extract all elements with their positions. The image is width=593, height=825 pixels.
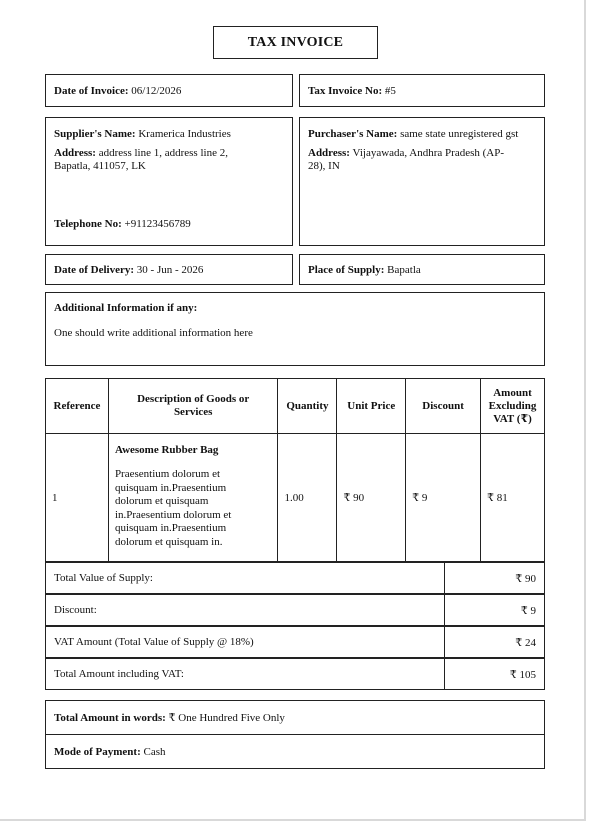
invoice-number-label: Tax Invoice No: [308, 84, 383, 97]
invoice-title: TAX INVOICE [213, 26, 378, 59]
purchaser-name-label: Purchaser's Name: [308, 128, 398, 140]
header-amount: Amount Excluding VAT (₹) [481, 379, 545, 434]
discount-value: ₹ 9 [444, 595, 544, 625]
row-amount: ₹ 81 [481, 434, 545, 562]
additional-info-text: One should write additional information here [54, 327, 253, 339]
additional-info-label: Additional Information if any: [54, 302, 198, 314]
grand-total-row [45, 658, 545, 690]
vat-label: VAT Amount (Total Value of Supply @ 18%) [54, 636, 254, 648]
supplier-address-label: Address: [54, 147, 96, 159]
header-reference: Reference [46, 379, 109, 434]
delivery-date-cell [45, 254, 293, 285]
amount-in-words-value: ₹ One Hundred Five Only [168, 712, 285, 724]
items-table [45, 378, 545, 562]
invoice-date-cell [45, 74, 293, 107]
total-supply-value: ₹ 90 [444, 563, 544, 593]
supplier-name-label: Supplier's Name: [54, 128, 136, 140]
purchaser-address-label: Address: [308, 147, 350, 159]
discount-row [45, 594, 545, 626]
amount-in-words-label: Total Amount in words: [54, 711, 166, 724]
purchaser-address-1: Vijayawada, Andhra Pradesh (AP- [352, 147, 505, 159]
payment-mode-label: Mode of Payment: [54, 745, 141, 758]
supplier-address-1: address line 1, address line 2, [98, 147, 228, 159]
place-of-supply-label: Place of Supply: [308, 263, 385, 276]
invoice-date-label: Date of Invoice: [54, 84, 129, 97]
vat-row [45, 626, 545, 658]
discount-label: Discount: [54, 604, 97, 616]
total-supply-row [45, 562, 545, 594]
place-of-supply-cell [299, 254, 545, 285]
item-description: Praesentium dolorum et quisquam in.Praesentium dolorum et quisquam in.Praesentium dolorum et quisquam in.Praesentium dolorum et quisquam in. [114, 468, 232, 548]
table-row [46, 434, 545, 562]
supplier-phone: +91123456789 [124, 218, 191, 230]
row-description [108, 434, 278, 562]
purchaser-name: same state unregistered gst [400, 128, 519, 140]
grand-total-label: Total Amount including VAT: [54, 668, 184, 680]
row-quantity: 1.00 [278, 434, 337, 562]
row-reference: 1 [46, 434, 109, 562]
item-name: Awesome Rubber Bag [114, 444, 219, 456]
supplier-phone-label: Telephone No: [54, 218, 122, 230]
table-header-row [46, 379, 545, 434]
amount-in-words-cell [45, 700, 545, 735]
grand-total-value: ₹ 105 [444, 659, 544, 689]
header-unit-price: Unit Price [337, 379, 406, 434]
row-unit-price: ₹ 90 [337, 434, 406, 562]
supplier-phone-line [54, 218, 191, 231]
invoice-number-cell [299, 74, 545, 107]
total-supply-label: Total Value of Supply: [54, 572, 153, 584]
delivery-date-value: 30 - Jun - 2026 [136, 263, 204, 276]
header-discount: Discount [406, 379, 481, 434]
additional-info-block [45, 292, 545, 366]
supplier-name-line [54, 128, 284, 141]
payment-mode-cell [45, 734, 545, 769]
header-description: Description of Goods or Services [108, 379, 278, 434]
header-quantity: Quantity [278, 379, 337, 434]
invoice-number-value: #5 [384, 84, 396, 97]
purchaser-name-line [308, 128, 536, 141]
delivery-date-label: Date of Delivery: [54, 263, 135, 276]
place-of-supply-value: Bapatla [387, 263, 421, 276]
row-discount: ₹ 9 [406, 434, 481, 562]
supplier-address-line [54, 147, 284, 173]
purchaser-address-2: 28), IN [308, 160, 340, 172]
supplier-name: Kramerica Industries [138, 128, 231, 140]
purchaser-address-line [308, 147, 536, 173]
supplier-address-2: Bapatla, 411057, LK [54, 160, 146, 172]
supplier-block [45, 117, 293, 246]
purchaser-block [299, 117, 545, 246]
vat-value: ₹ 24 [444, 627, 544, 657]
payment-mode-value: Cash [143, 745, 166, 758]
invoice-date-value: 06/12/2026 [131, 84, 182, 97]
